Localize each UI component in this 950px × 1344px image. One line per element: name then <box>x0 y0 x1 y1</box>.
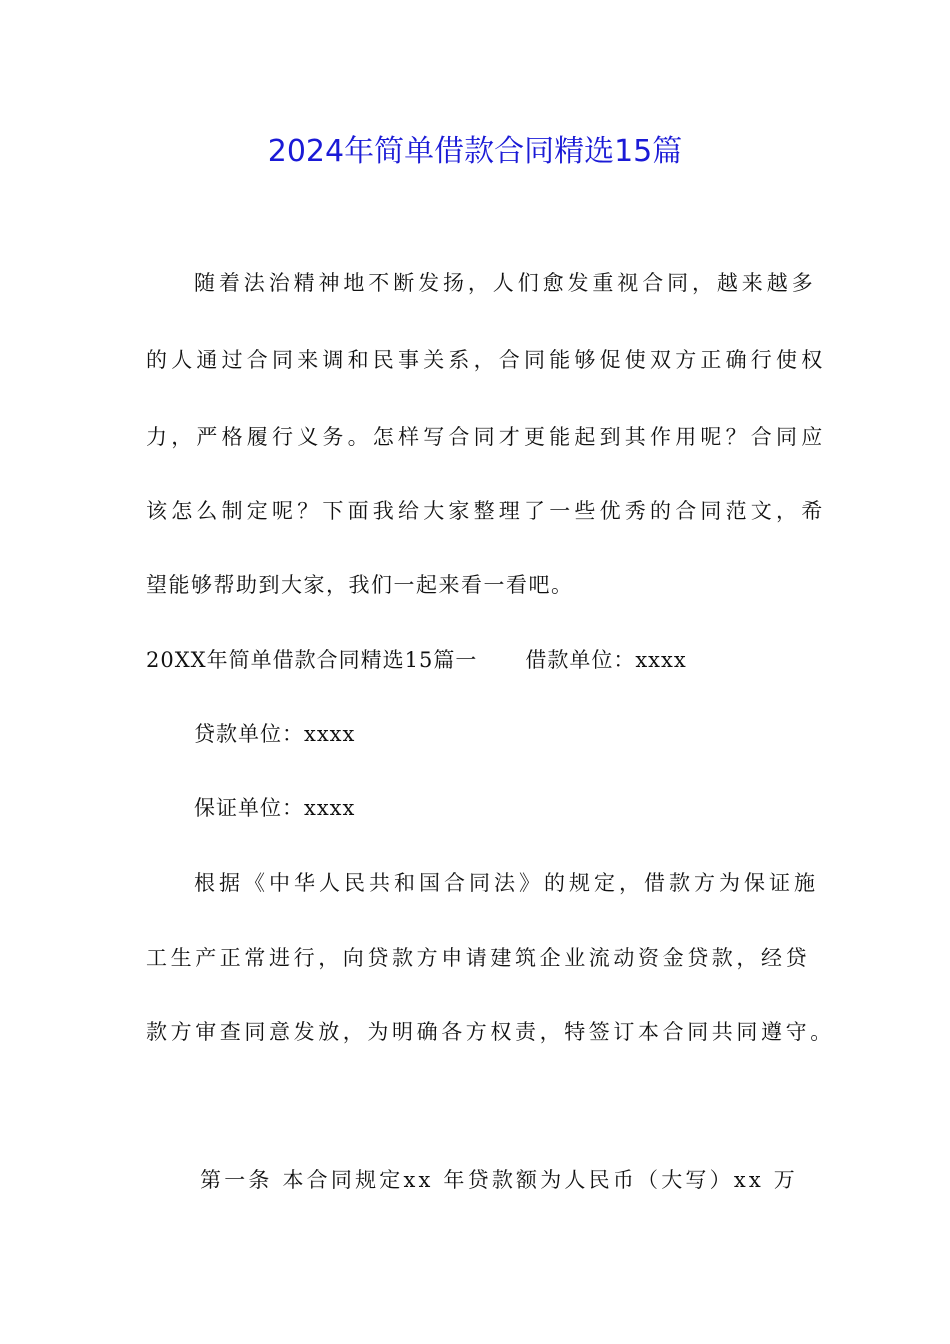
body-line-2: 工生产正常进行，向贷款方申请建筑企业流动资金贷款，经贷 <box>146 946 811 970</box>
intro-line-2: 的人通过合同来调和民事关系，合同能够促使双方正确行使权 <box>146 348 827 372</box>
intro-line-3: 力，严格履行义务。怎样写合同才更能起到其作用呢？合同应 <box>146 425 827 449</box>
intro-line-5: 望能够帮助到大家，我们一起来看一看吧。 <box>146 573 574 597</box>
document-title: 2024年简单借款合同精选15篇 <box>267 134 683 169</box>
guarantor-line: 保证单位：xxxx <box>194 796 356 820</box>
body-line-1: 根据《中华人民共和国合同法》的规定，借款方为保证施 <box>194 871 819 895</box>
section-heading-line <box>146 645 687 675</box>
borrower-line: 借款单位：xxxx <box>525 648 687 672</box>
section-heading: 20XX年简单借款合同精选15篇一 <box>146 648 478 672</box>
intro-line-1: 随着法治精神地不断发扬，人们愈发重视合同，越来越多 <box>194 271 817 295</box>
intro-line-4: 该怎么制定呢？下面我给大家整理了一些优秀的合同范文，希 <box>146 499 827 523</box>
body-line-3: 款方审查同意发放，为明确各方权责，特签订本合同共同遵守。 <box>146 1020 835 1044</box>
lender-line: 贷款单位：xxxx <box>194 722 356 746</box>
article-one-line: 第一条 本合同规定xx 年贷款额为人民币（大写）xx 万 <box>200 1168 798 1192</box>
